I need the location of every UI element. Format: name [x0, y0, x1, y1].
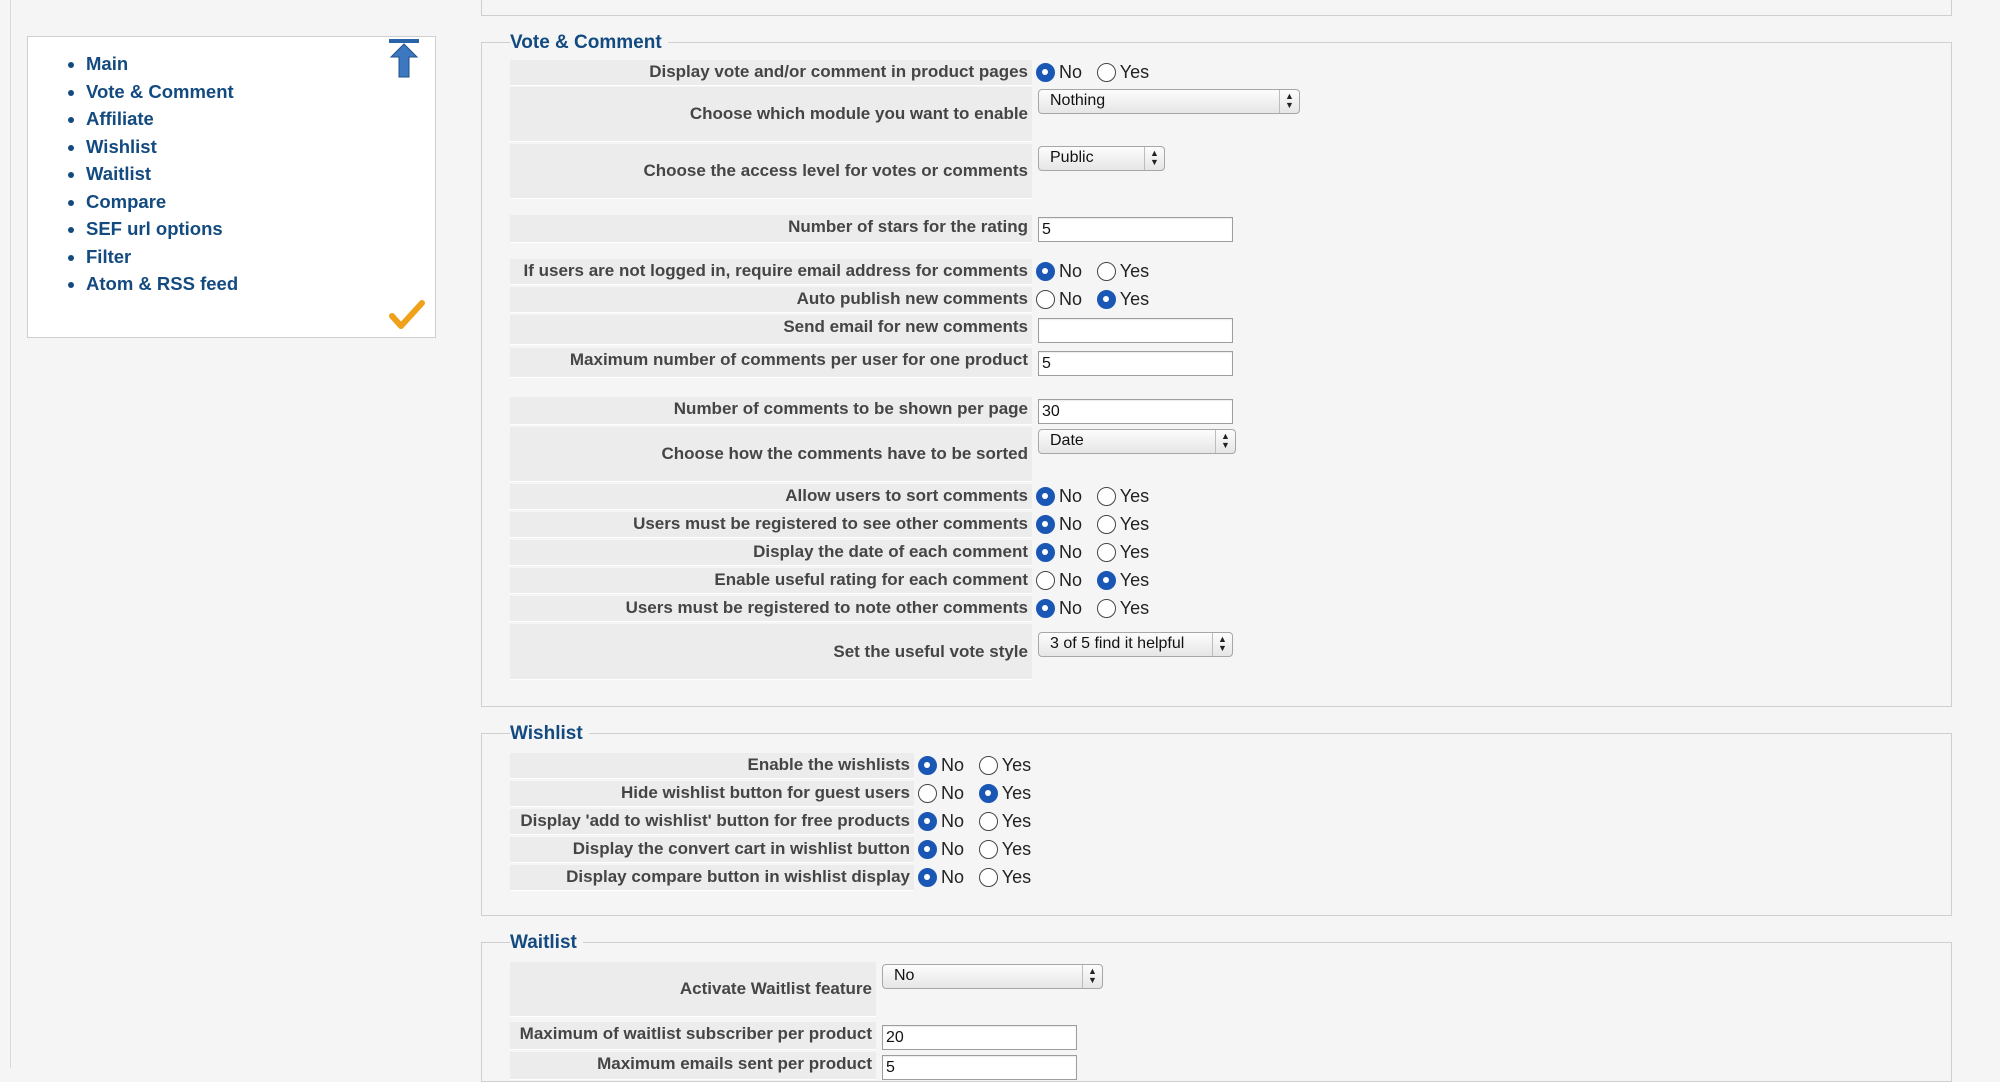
sidebar-link[interactable]: Main: [86, 53, 129, 74]
waitlist-panel: [481, 932, 1952, 1082]
sidebar-link[interactable]: Compare: [86, 190, 167, 212]
module-select-value: Nothing: [1050, 92, 1106, 109]
row-stars: [510, 215, 1610, 243]
radio-unchecked[interactable]: [1097, 515, 1116, 534]
radio-checked[interactable]: [918, 812, 937, 831]
vote-comment-panel: [481, 32, 1952, 707]
access-label: Choose the access level for votes or comments: [510, 144, 1032, 199]
wishlist-legend: Wishlist: [510, 723, 589, 745]
radio-checked[interactable]: [1097, 290, 1116, 309]
max-comments-label: Maximum number of comments per user for one product: [510, 348, 1032, 378]
activate-waitlist-select[interactable]: [882, 964, 1103, 989]
radio-label-no: No: [1059, 570, 1083, 590]
radio-label-yes: Yes: [1119, 62, 1150, 82]
page-edge: [10, 0, 11, 1068]
row-sort: [510, 427, 1610, 482]
wishlist-panel: [481, 723, 1952, 916]
activate-waitlist-select-value: No: [894, 967, 915, 984]
registered-note-label: Users must be registered to note other comments: [510, 596, 1032, 622]
useful-rating-yes[interactable]: [1097, 570, 1149, 591]
sidebar-link[interactable]: Waitlist: [86, 163, 152, 184]
radio-checked[interactable]: [1036, 63, 1055, 82]
registered-see-label: Users must be registered to see other comments: [510, 512, 1032, 538]
row-require-email: [510, 259, 1610, 285]
radio-unchecked[interactable]: [1097, 599, 1116, 618]
max-comments-input[interactable]: 5: [1038, 351, 1233, 376]
sidebar-nav: [27, 36, 436, 338]
radio-unchecked[interactable]: [1097, 543, 1116, 562]
useful-style-select-value: 3 of 5 find it helpful: [1050, 635, 1185, 652]
allow-sort-no[interactable]: [1036, 486, 1082, 507]
radio-unchecked[interactable]: [918, 784, 937, 803]
per-page-label: Number of comments to be shown per page: [510, 397, 1032, 425]
row-wishlist-compare: [510, 865, 1410, 891]
radio-label-yes: Yes: [1001, 867, 1032, 887]
convert-cart-yes[interactable]: [979, 839, 1031, 860]
sort-select-value: Date: [1050, 432, 1084, 449]
sort-select[interactable]: [1038, 429, 1236, 454]
row-convert-cart: [510, 837, 1410, 863]
radio-unchecked[interactable]: [979, 812, 998, 831]
sidebar-link[interactable]: Wishlist: [86, 135, 157, 157]
useful-rating-radios: [1036, 570, 1159, 596]
radio-label-no: No: [941, 867, 965, 887]
radio-label-no: No: [941, 783, 965, 803]
module-label: Choose which module you want to enable: [510, 87, 1032, 142]
sidebar-item-waitlist[interactable]: [86, 163, 435, 191]
display-date-radios: [1036, 542, 1159, 568]
enable-wishlists-radios: [918, 755, 1041, 781]
convert-cart-label: Display the convert cart in wishlist button: [510, 837, 914, 863]
wishlist-compare-yes[interactable]: [979, 867, 1031, 888]
sidebar-link[interactable]: Vote & Comment: [86, 80, 234, 102]
require-email-yes[interactable]: [1097, 261, 1149, 282]
radio-label-no: No: [1059, 62, 1083, 82]
free-products-yes[interactable]: [979, 811, 1031, 832]
row-display-vote: [510, 60, 1610, 86]
free-products-radios: [918, 811, 1041, 837]
row-registered-see: [510, 512, 1610, 538]
radio-checked[interactable]: [1036, 515, 1055, 534]
max-subscriber-input[interactable]: 20: [882, 1025, 1077, 1050]
radio-unchecked[interactable]: [979, 840, 998, 859]
sidebar-item-wishlist[interactable]: [86, 136, 435, 164]
hide-guest-yes[interactable]: [979, 783, 1031, 804]
require-email-radios: [1036, 261, 1159, 287]
enable-wishlists-yes[interactable]: [979, 755, 1031, 776]
radio-checked[interactable]: [918, 868, 937, 887]
auto-publish-label: Auto publish new comments: [510, 287, 1032, 313]
radio-label-yes: Yes: [1119, 598, 1150, 618]
registered-see-yes[interactable]: [1097, 514, 1149, 535]
auto-publish-radios: [1036, 289, 1159, 315]
row-useful-style: [510, 624, 1610, 680]
sidebar-item-vote-comment[interactable]: [86, 81, 435, 109]
hide-guest-label: Hide wishlist button for guest users: [510, 781, 914, 807]
registered-see-radios: [1036, 514, 1159, 540]
auto-publish-yes[interactable]: [1097, 289, 1149, 310]
enable-wishlists-label: Enable the wishlists: [510, 753, 914, 779]
radio-unchecked[interactable]: [1036, 571, 1055, 590]
radio-unchecked[interactable]: [1036, 290, 1055, 309]
radio-unchecked[interactable]: [1097, 487, 1116, 506]
row-hide-guest: [510, 781, 1410, 807]
radio-label-yes: Yes: [1119, 514, 1150, 534]
back-to-top-icon[interactable]: [387, 37, 421, 81]
allow-sort-radios: [1036, 486, 1159, 512]
radio-label-no: No: [1059, 514, 1083, 534]
access-select-value: Public: [1050, 149, 1094, 166]
radio-unchecked[interactable]: [979, 868, 998, 887]
convert-cart-no[interactable]: [918, 839, 964, 860]
sidebar-item-filter[interactable]: [86, 246, 435, 274]
row-send-email: [510, 315, 1610, 345]
radio-checked[interactable]: [918, 756, 937, 775]
radio-checked[interactable]: [979, 784, 998, 803]
sidebar-item-affiliate[interactable]: [86, 108, 435, 136]
max-subscriber-label: Maximum of waitlist subscriber per product: [510, 1022, 876, 1050]
previous-panel-edge: [481, 0, 1952, 16]
row-display-date: [510, 540, 1610, 566]
enable-wishlists-no[interactable]: [918, 755, 964, 776]
send-email-label: Send email for new comments: [510, 315, 1032, 345]
radio-label-yes: Yes: [1119, 542, 1150, 562]
radio-label-yes: Yes: [1001, 755, 1032, 775]
radio-label-yes: Yes: [1119, 486, 1150, 506]
module-select[interactable]: [1038, 89, 1300, 114]
row-free-products: [510, 809, 1410, 835]
require-email-no[interactable]: [1036, 261, 1082, 282]
select-arrows-icon: ▲ ▼: [1082, 965, 1102, 988]
sidebar-item-sef[interactable]: [86, 218, 435, 246]
access-select[interactable]: [1038, 146, 1165, 171]
row-activate-waitlist: [510, 962, 1410, 1017]
row-auto-publish: [510, 287, 1610, 313]
sidebar-item-feed[interactable]: [86, 273, 435, 301]
registered-note-yes[interactable]: [1097, 598, 1149, 619]
row-useful-rating: [510, 568, 1610, 594]
row-allow-sort: [510, 484, 1610, 510]
sidebar-link[interactable]: Filter: [86, 245, 132, 267]
send-email-input[interactable]: [1038, 318, 1233, 343]
require-email-label: If users are not logged in, require email address for comments: [510, 259, 1032, 285]
radio-label-yes: Yes: [1001, 811, 1032, 831]
radio-label-no: No: [941, 811, 965, 831]
sort-label: Choose how the comments have to be sorted: [510, 427, 1032, 482]
radio-checked[interactable]: [1036, 262, 1055, 281]
display-date-no[interactable]: [1036, 542, 1082, 563]
max-emails-label: Maximum emails sent per product: [510, 1052, 876, 1080]
useful-rating-label: Enable useful rating for each comment: [510, 568, 1032, 594]
row-module: [510, 87, 1610, 142]
stars-input[interactable]: 5: [1038, 217, 1233, 242]
wishlist-compare-radios: [918, 867, 1041, 893]
radio-label-no: No: [1059, 486, 1083, 506]
row-access: [510, 144, 1610, 199]
waitlist-legend: Waitlist: [510, 932, 583, 954]
select-arrows-icon: ▲ ▼: [1215, 430, 1235, 453]
display-vote-yes[interactable]: [1097, 62, 1149, 83]
radio-label-yes: Yes: [1001, 839, 1032, 859]
radio-label-yes: Yes: [1119, 570, 1150, 590]
sidebar-link[interactable]: SEF url options: [86, 218, 223, 239]
radio-checked[interactable]: [1036, 543, 1055, 562]
row-max-subscriber: [510, 1022, 1410, 1050]
useful-style-select[interactable]: [1038, 632, 1233, 657]
display-vote-label: Display vote and/or comment in product pages: [510, 60, 1032, 86]
wishlist-compare-label: Display compare button in wishlist display: [510, 865, 914, 891]
display-vote-radios: [1036, 62, 1159, 88]
allow-sort-yes[interactable]: [1097, 486, 1149, 507]
sidebar-link[interactable]: Affiliate: [86, 108, 154, 129]
sidebar-link[interactable]: Atom & RSS feed: [86, 273, 239, 294]
sidebar-item-compare[interactable]: [86, 191, 435, 219]
display-date-yes[interactable]: [1097, 542, 1149, 563]
stars-label: Number of stars for the rating: [510, 215, 1032, 243]
auto-publish-no[interactable]: [1036, 289, 1082, 310]
vote-comment-legend: Vote & Comment: [510, 32, 668, 54]
free-products-no[interactable]: [918, 811, 964, 832]
activate-waitlist-label: Activate Waitlist feature: [510, 962, 876, 1017]
radio-checked[interactable]: [1036, 487, 1055, 506]
useful-style-label: Set the useful vote style: [510, 624, 1032, 680]
registered-note-no[interactable]: [1036, 598, 1082, 619]
radio-unchecked[interactable]: [979, 756, 998, 775]
radio-label-no: No: [1059, 289, 1083, 309]
row-max-emails: [510, 1052, 1410, 1080]
radio-label-no: No: [1059, 261, 1083, 281]
radio-label-yes: Yes: [1119, 261, 1150, 281]
checkmark-icon[interactable]: [389, 299, 425, 331]
radio-checked[interactable]: [1036, 599, 1055, 618]
radio-label-no: No: [1059, 542, 1083, 562]
registered-note-radios: [1036, 598, 1159, 624]
useful-rating-no[interactable]: [1036, 570, 1082, 591]
max-emails-input[interactable]: 5: [882, 1055, 1077, 1080]
hide-guest-no[interactable]: [918, 783, 964, 804]
hide-guest-radios: [918, 783, 1041, 809]
row-enable-wishlists: [510, 753, 1410, 779]
radio-label-yes: Yes: [1119, 289, 1150, 309]
select-arrows-icon: ▲ ▼: [1212, 633, 1232, 656]
per-page-input[interactable]: 30: [1038, 399, 1233, 424]
radio-label-no: No: [941, 839, 965, 859]
allow-sort-label: Allow users to sort comments: [510, 484, 1032, 510]
convert-cart-radios: [918, 839, 1041, 865]
display-vote-no[interactable]: [1036, 62, 1082, 83]
radio-unchecked[interactable]: [1097, 63, 1116, 82]
row-per-page: [510, 397, 1610, 425]
radio-checked[interactable]: [918, 840, 937, 859]
radio-checked[interactable]: [1097, 571, 1116, 590]
radio-unchecked[interactable]: [1097, 262, 1116, 281]
registered-see-no[interactable]: [1036, 514, 1082, 535]
radio-label-no: No: [1059, 598, 1083, 618]
select-arrows-icon: ▲ ▼: [1279, 90, 1299, 113]
display-date-label: Display the date of each comment: [510, 540, 1032, 566]
free-products-label: Display 'add to wishlist' button for free products: [510, 809, 914, 835]
wishlist-compare-no[interactable]: [918, 867, 964, 888]
radio-label-no: No: [941, 755, 965, 775]
row-max-comments: [510, 348, 1610, 378]
sidebar-item-main[interactable]: [86, 53, 435, 81]
radio-label-yes: Yes: [1001, 783, 1032, 803]
row-registered-note: [510, 596, 1610, 622]
select-arrows-icon: ▲ ▼: [1144, 147, 1164, 170]
